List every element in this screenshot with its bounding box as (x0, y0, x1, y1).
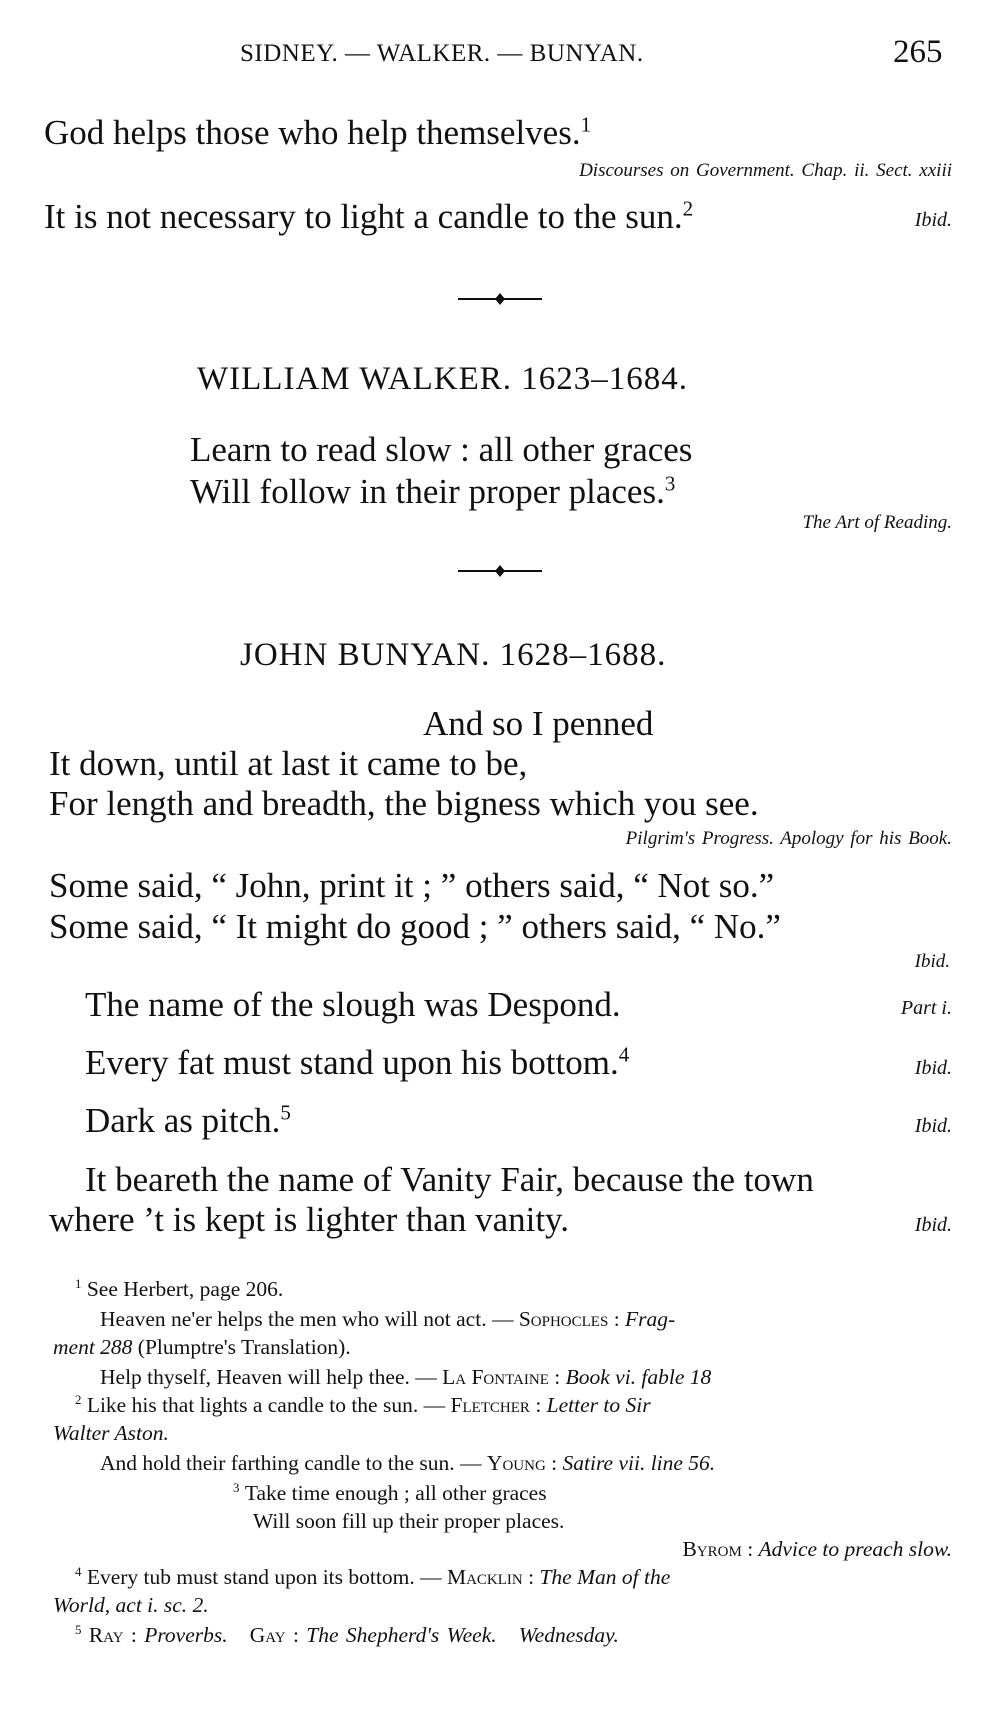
quote-bunyan-pitch (85, 1101, 291, 1141)
quote-bunyan-slough: The name of the slough was Despond. (85, 985, 621, 1024)
quote-sidney-2 (44, 197, 693, 237)
footnote-text: : (285, 1623, 307, 1647)
footnote-4 (75, 1565, 670, 1590)
verse-line: For length and breadth, the bigness which you see. (49, 784, 759, 823)
footnote-4-line: World, act i. sc. 2. (53, 1593, 209, 1617)
running-header: SIDNEY. — WALKER. — BUNYAN. (240, 40, 644, 67)
quote-text: Dark as pitch. (85, 1101, 281, 1140)
citation-walker: The Art of Reading. (802, 512, 952, 533)
citation-sidney-2: Ibid. (914, 209, 952, 231)
section-heading-walker: WILLIAM WALKER. 1623–1684. (197, 361, 688, 397)
footnote-3-line (682, 1537, 952, 1562)
quote-bunyan-vanity: where ’t is kept is lighter than vanity. (49, 1200, 570, 1239)
work-title: The Shepherd's Week. (306, 1623, 497, 1647)
footnote-mark: 4 (75, 1564, 82, 1579)
work-title: Frag- (625, 1307, 676, 1331)
work-title: The Man of the (539, 1565, 671, 1589)
author-name: La Fontaine (442, 1365, 549, 1389)
footnote-2 (75, 1393, 651, 1418)
note-ref: 5 (280, 1100, 291, 1125)
citation-bunyan-verse: Pilgrim's Progress. Apology for his Book. (625, 828, 952, 849)
verse-line: Learn to read slow : all other graces (190, 430, 693, 469)
work-title: Book vi. fable 18 (565, 1365, 712, 1389)
footnote-text: : (545, 1451, 563, 1475)
quote-text: God helps those who help themselves. (44, 113, 581, 152)
work-title: Advice to preach slow. (758, 1537, 952, 1561)
section-divider (458, 292, 542, 306)
work-title: Proverbs. (144, 1623, 228, 1647)
note-ref: 1 (580, 112, 592, 137)
footnote-text: (Plumptre's Translation). (132, 1335, 351, 1359)
footnote-text: : (608, 1307, 626, 1331)
author-name: Macklin (446, 1565, 523, 1589)
footnote-text: : (548, 1365, 566, 1389)
citation-sidney-1: Discourses on Government. Chap. ii. Sect. xxiii (579, 160, 952, 181)
quote-bunyan-fat (85, 1043, 629, 1083)
footnote-3-line: Will soon fill up their proper places. (253, 1509, 565, 1533)
author-name: Fletcher (450, 1393, 530, 1417)
citation-bunyan-vanity: Ibid. (914, 1214, 952, 1236)
quote-text: It is not necessary to light a candle to the sun. (44, 197, 683, 236)
footnote-text: : (741, 1537, 759, 1561)
note-ref: 2 (682, 196, 694, 221)
verse-text: Will follow in their proper places. (190, 472, 665, 511)
author-name: Gay (249, 1623, 286, 1647)
work-title: Satire vii. line 56. (562, 1451, 716, 1475)
work-title: ment 288 (53, 1335, 133, 1359)
couplet-line: Some said, “ It might do good ; ” others said, “ No.” (49, 907, 781, 946)
work-title: Letter to Sir (546, 1393, 651, 1417)
quote-text: Every fat must stand upon his bottom. (85, 1043, 619, 1082)
footnote-5 (75, 1623, 619, 1648)
footnote-text: : (123, 1623, 145, 1647)
footnote-text: Like his that lights a candle to the sun. — (86, 1393, 451, 1417)
author-name: Byrom (682, 1537, 742, 1561)
quote-bunyan-vanity: It beareth the name of Vanity Fair, because the town (85, 1160, 814, 1199)
quote-sidney-1 (44, 113, 591, 153)
footnote-text: Help thyself, Heaven will help thee. — (100, 1365, 443, 1389)
footnote-2-line (100, 1451, 715, 1476)
footnote-text: : (522, 1565, 540, 1589)
footnote-1 (75, 1277, 283, 1302)
footnote-1-line (100, 1307, 675, 1332)
verse-line (190, 472, 675, 512)
footnote-1-line (53, 1335, 351, 1360)
section-heading-bunyan: JOHN BUNYAN. 1628–1688. (240, 637, 667, 673)
footnote-2-line: Walter Aston. (53, 1421, 169, 1445)
author-name: Young (486, 1451, 546, 1475)
citation-bunyan-couplet: Ibid. (914, 951, 950, 972)
footnote-mark: 3 (233, 1480, 240, 1495)
citation-bunyan-slough: Part i. (900, 997, 952, 1019)
note-ref: 4 (618, 1042, 630, 1067)
footnote-text: Heaven ne'er helps the men who will not act. — (100, 1307, 519, 1331)
footnote-text: : (529, 1393, 547, 1417)
footnote-text: And hold their farthing candle to the sun. — (100, 1451, 487, 1475)
footnote-mark: 2 (75, 1392, 82, 1407)
author-name: Ray (88, 1623, 124, 1647)
footnote-mark: 5 (75, 1622, 82, 1637)
verse-line: It down, until at last it came to be, (49, 744, 528, 783)
couplet-line: Some said, “ John, print it ; ” others said, “ Not so.” (49, 866, 775, 905)
page-number: 265 (893, 34, 943, 70)
citation-bunyan-fat: Ibid. (914, 1057, 952, 1079)
author-name: Sophocles (518, 1307, 609, 1331)
work-title: Wednesday. (518, 1623, 619, 1647)
section-divider (458, 564, 542, 578)
footnote-3 (233, 1481, 547, 1506)
footnote-text: Every tub must stand upon its bottom. — (86, 1565, 447, 1589)
footnote-mark: 1 (75, 1276, 82, 1291)
citation-bunyan-pitch: Ibid. (914, 1115, 952, 1137)
note-ref: 3 (664, 471, 676, 496)
footnote-text: Take time enough ; all other graces (244, 1481, 547, 1505)
verse-line: And so I penned (423, 704, 654, 743)
footnote-text: See Herbert, page 206. (86, 1277, 284, 1301)
footnote-1-line (100, 1365, 711, 1390)
